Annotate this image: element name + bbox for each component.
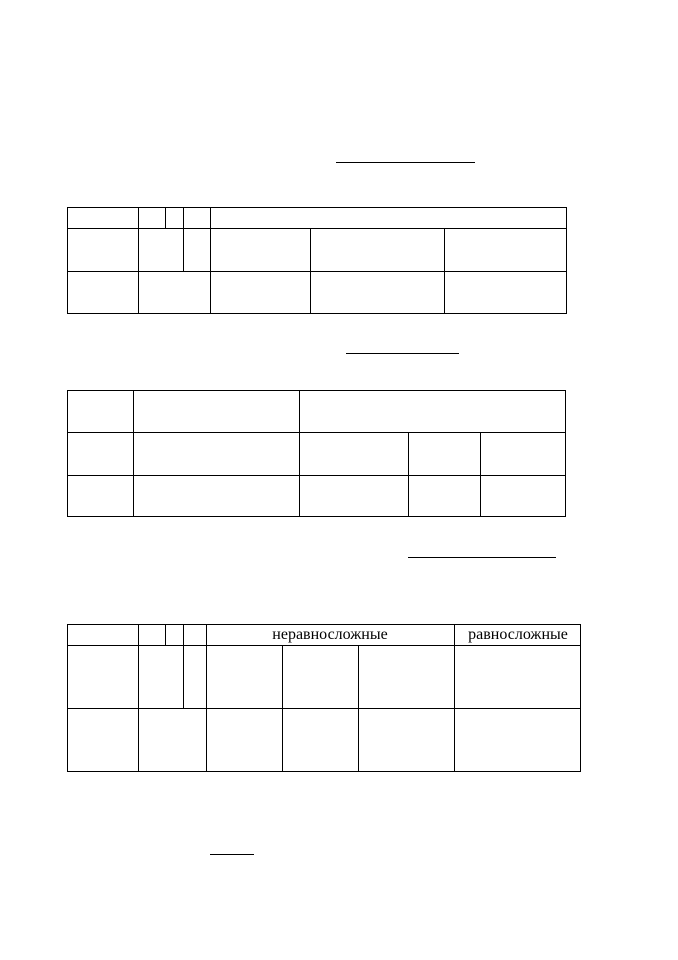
table-3-header-uneven: неравносложные	[272, 626, 388, 643]
table-3-row-line	[67, 645, 581, 646]
table-1-col-line	[310, 228, 311, 314]
table-3-col-line	[282, 645, 283, 772]
blank-line-3	[408, 557, 556, 558]
table-2-col-line	[480, 432, 481, 517]
table-3-col-line	[183, 624, 184, 708]
blank-line-1	[336, 162, 475, 163]
table-3-col-line	[454, 624, 455, 772]
table-1-col-line	[444, 228, 445, 314]
table-3-row-line	[67, 708, 581, 709]
table-1-row-line	[67, 228, 567, 229]
blank-line-2	[346, 353, 459, 354]
table-1-row-line	[67, 271, 567, 272]
table-2-row-line	[67, 475, 566, 476]
table-1-col-line	[183, 207, 184, 271]
table-3-frame	[67, 624, 581, 772]
table-1-frame	[67, 207, 567, 314]
table-3-col-line	[138, 624, 139, 772]
table-3-col-line	[358, 645, 359, 772]
table-1-col-line	[210, 207, 211, 314]
table-2-row-line	[67, 432, 566, 433]
table-3-header-even: равносложные	[468, 626, 568, 643]
table-3-col-line	[165, 624, 166, 645]
table-1-col-line	[138, 207, 139, 314]
table-2-frame	[67, 390, 566, 517]
table-2-col-line	[408, 432, 409, 517]
table-2-col-line	[299, 390, 300, 517]
table-3-col-line	[206, 624, 207, 772]
table-1-col-line	[165, 207, 166, 228]
table-2-col-line	[133, 390, 134, 517]
blank-line-4	[210, 854, 254, 855]
